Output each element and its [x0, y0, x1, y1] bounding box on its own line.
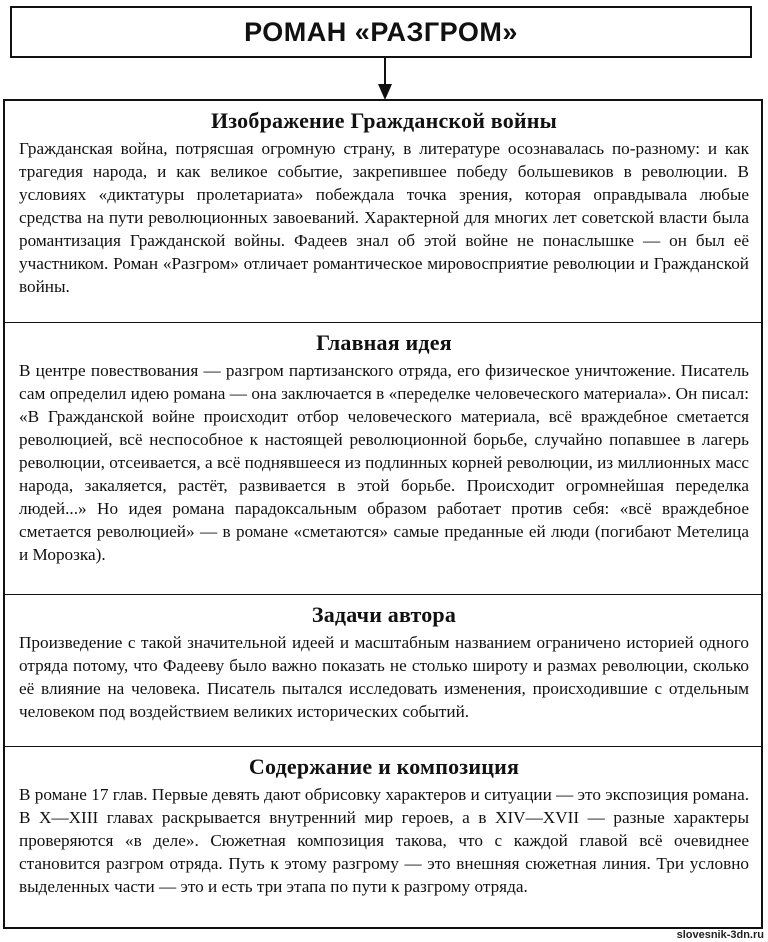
down-arrow-icon	[373, 58, 397, 100]
content-box	[3, 99, 763, 929]
section-content-composition	[5, 746, 761, 929]
section-text: Гражданская война, потрясшая огромную страну, в литературе осознавалась по-разному: и как трагедия народа, и как великое событие, закрепившее победу большевиков в революции. В условиях «диктатуры пролетариата» побеждала точка зрения, которая оправдывала любые средства на пути революционных завоеваний. Характерной для многих лет советской власти была романтизация Гражданской войны. Фадеев знал об этой войне не понаслышке — он был её участником. Роман «Разгром» отличает романтическое мировосприятие революции и Гражданской войны.	[19, 139, 749, 296]
page-title: РОМАН «РАЗГРОМ»	[244, 16, 518, 47]
section-author-tasks	[5, 594, 761, 746]
section-main-idea	[5, 322, 761, 594]
section-heading: Содержание и композиция	[248, 754, 520, 779]
section-text: В центре повествования — разгром партизанского отряда, его физическое уничтожение. Писатель сам определил идею романа — она заключается в «переделке человеческого материала». Он писал: «В Гражданской войне происходит отбор человеческого материала, всё враждебное сметается революцией, всё неспособное к настоящей революционной борьбе, случайно попавшее в лагерь революции, отсеивается, а всё поднявшееся из подлинных корней революции, из миллионных масс народа, закаляется, растёт, развивается в этой борьбе. Происходит огромнейшая переделка людей...» Но идея романа парадоксальным образом работает против себя: «всё враждебное сметается революцией» — в романе «сметаются» самые преданные ей люди (погибают Метелица и Морозка).	[19, 361, 749, 564]
section-heading: Изображение Гражданской войны	[210, 108, 558, 133]
watermark: slovesnik-3dn.ru	[676, 929, 764, 941]
section-text: Произведение с такой значительной идеей и масштабным названием ограничено историей одного отряда потому, что Фадееву было важно показать не столько широту и размах революции, сколько её влияние на человека. Писатель пытался исследовать изменения, происходившие с отдельным человеком под воздействием великих исторических событий.	[19, 633, 749, 721]
section-heading: Главная идея	[316, 330, 452, 355]
section-text: В романе 17 глав. Первые девять дают обрисовку характеров и ситуации — это экспозиция романа. В X—XIII главах раскрывается внутренний мир героев, а в XIV—XVII — разные характеры проверяются «в деле». Сюжетная композиция такова, что с каждой главой всё очевиднее становится разгром отряда. Путь к этому разгрому — это внешняя сюжетная линия. Три условно выделенных части — это и есть три этапа по пути к разгрому отряда.	[19, 785, 749, 896]
section-heading: Задачи автора	[311, 602, 457, 627]
section-civil-war	[5, 101, 761, 322]
title-box	[10, 6, 752, 58]
